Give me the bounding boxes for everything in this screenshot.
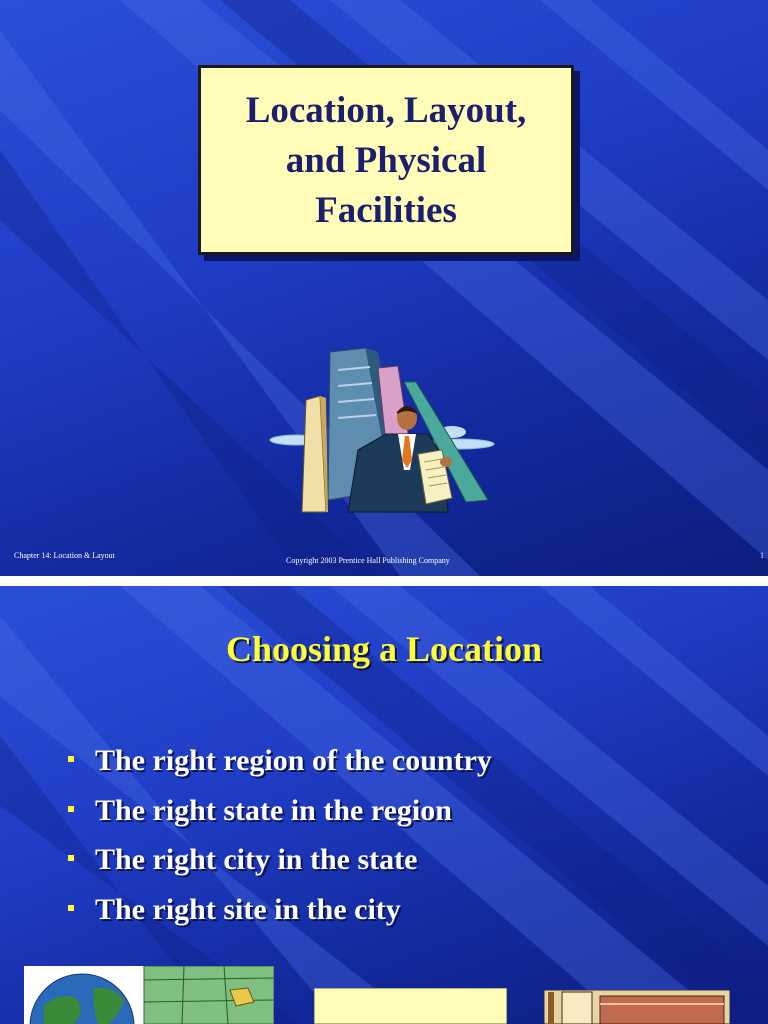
slide-2 <box>0 586 768 1024</box>
building-clipart <box>544 990 730 1024</box>
bullet-list <box>66 736 492 934</box>
bullet-text: The right city in the state <box>95 843 418 876</box>
bullet-item <box>66 885 492 935</box>
footer-page-number: 1 <box>760 551 764 560</box>
slide-heading: Choosing a Location <box>225 629 543 669</box>
footer-copyright: Copyright 2003 Prentice Hall Publishing Company <box>286 556 450 565</box>
bullet-text: The right state in the region <box>95 793 452 827</box>
map-image <box>24 966 274 1024</box>
title-line-2: and Physical <box>285 140 487 181</box>
bullet-item <box>66 835 492 885</box>
businessman-buildings-clipart <box>266 340 502 520</box>
title-line-1: Location, Layout, <box>245 90 527 131</box>
bullet-square-icon <box>68 905 74 911</box>
title-box <box>198 65 574 255</box>
title-line-3: Facilities <box>315 190 457 231</box>
bullet-square-icon <box>68 855 74 861</box>
bullet-square-icon <box>68 806 74 812</box>
bullet-item <box>66 786 492 836</box>
bullet-item <box>66 736 492 786</box>
footer-chapter: Chapter 14: Location & Layout <box>14 551 115 560</box>
slide-title <box>221 84 551 236</box>
bullet-text: The right region of the country <box>95 744 492 777</box>
bullet-square-icon <box>68 756 74 762</box>
slide-separator <box>0 576 768 586</box>
card-image <box>314 988 507 1024</box>
bullet-text: The right site in the city <box>95 892 401 926</box>
